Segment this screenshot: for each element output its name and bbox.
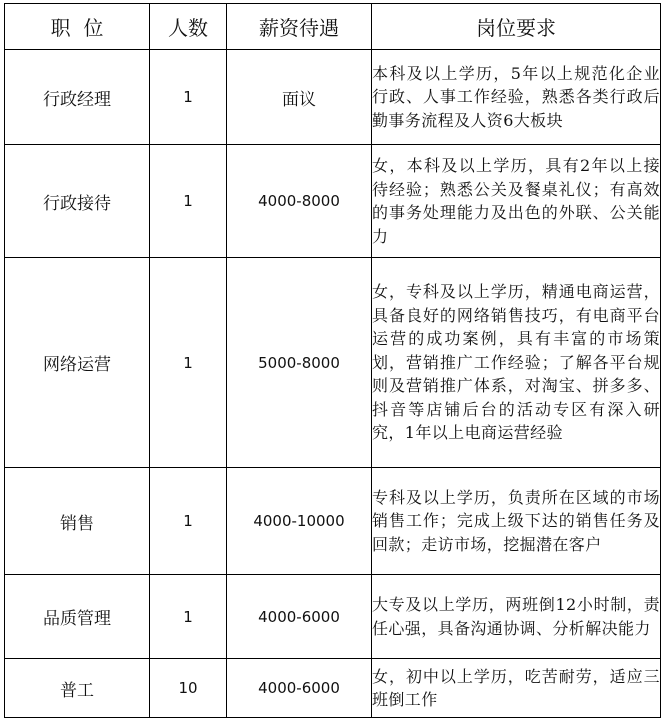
- table-row: [5, 258, 661, 468]
- header-row: [5, 4, 661, 50]
- count-cell: 1: [150, 258, 227, 468]
- table-row: [5, 659, 661, 718]
- position-cell: 普工: [5, 659, 150, 718]
- position-cell: 品质管理: [5, 575, 150, 659]
- header-position: 职 位: [5, 4, 150, 50]
- count-cell: 1: [150, 575, 227, 659]
- salary-cell: 4000-10000: [227, 468, 372, 575]
- position-cell: 行政接待: [5, 145, 150, 258]
- table-row: [5, 468, 661, 575]
- position-cell: 网络运营: [5, 258, 150, 468]
- table-row: [5, 575, 661, 659]
- requirements-cell: 女，初中以上学历，吃苦耐劳，适应三班倒工作: [372, 659, 661, 718]
- header-salary: 薪资待遇: [227, 4, 372, 50]
- requirements-cell: 女，本科及以上学历，具有2年以上接待经验；熟悉公关及餐桌礼仪；有高效的事务处理能力及出色的外联、公关能力: [372, 145, 661, 258]
- job-table: [4, 3, 661, 718]
- table-row: [5, 145, 661, 258]
- salary-cell: 面议: [227, 50, 372, 145]
- position-cell: 销售: [5, 468, 150, 575]
- position-cell: 行政经理: [5, 50, 150, 145]
- count-cell: 1: [150, 50, 227, 145]
- count-cell: 1: [150, 468, 227, 575]
- requirements-cell: 大专及以上学历，两班倒12小时制，责任心强，具备沟通协调、分析解决能力: [372, 575, 661, 659]
- table-row: [5, 50, 661, 145]
- count-cell: 10: [150, 659, 227, 718]
- salary-cell: 4000-6000: [227, 659, 372, 718]
- salary-cell: 5000-8000: [227, 258, 372, 468]
- salary-cell: 4000-8000: [227, 145, 372, 258]
- salary-cell: 4000-6000: [227, 575, 372, 659]
- requirements-cell: 专科及以上学历，负责所在区域的市场销售工作；完成上级下达的销售任务及回款；走访市场，挖掘潜在客户: [372, 468, 661, 575]
- header-count: 人数: [150, 4, 227, 50]
- header-requirements: 岗位要求: [372, 4, 661, 50]
- count-cell: 1: [150, 145, 227, 258]
- requirements-cell: 女，专科及以上学历，精通电商运营，具备良好的网络销售技巧，有电商平台运营的成功案例，具有丰富的市场策划，营销推广工作经验；了解各平台规则及营销推广体系，对淘宝、拼多多、抖音等店铺后台的活动专区有深入研究，1年以上电商运营经验: [372, 258, 661, 468]
- requirements-cell: 本科及以上学历，5年以上规范化企业行政、人事工作经验，熟悉各类行政后勤事务流程及人资6大板块: [372, 50, 661, 145]
